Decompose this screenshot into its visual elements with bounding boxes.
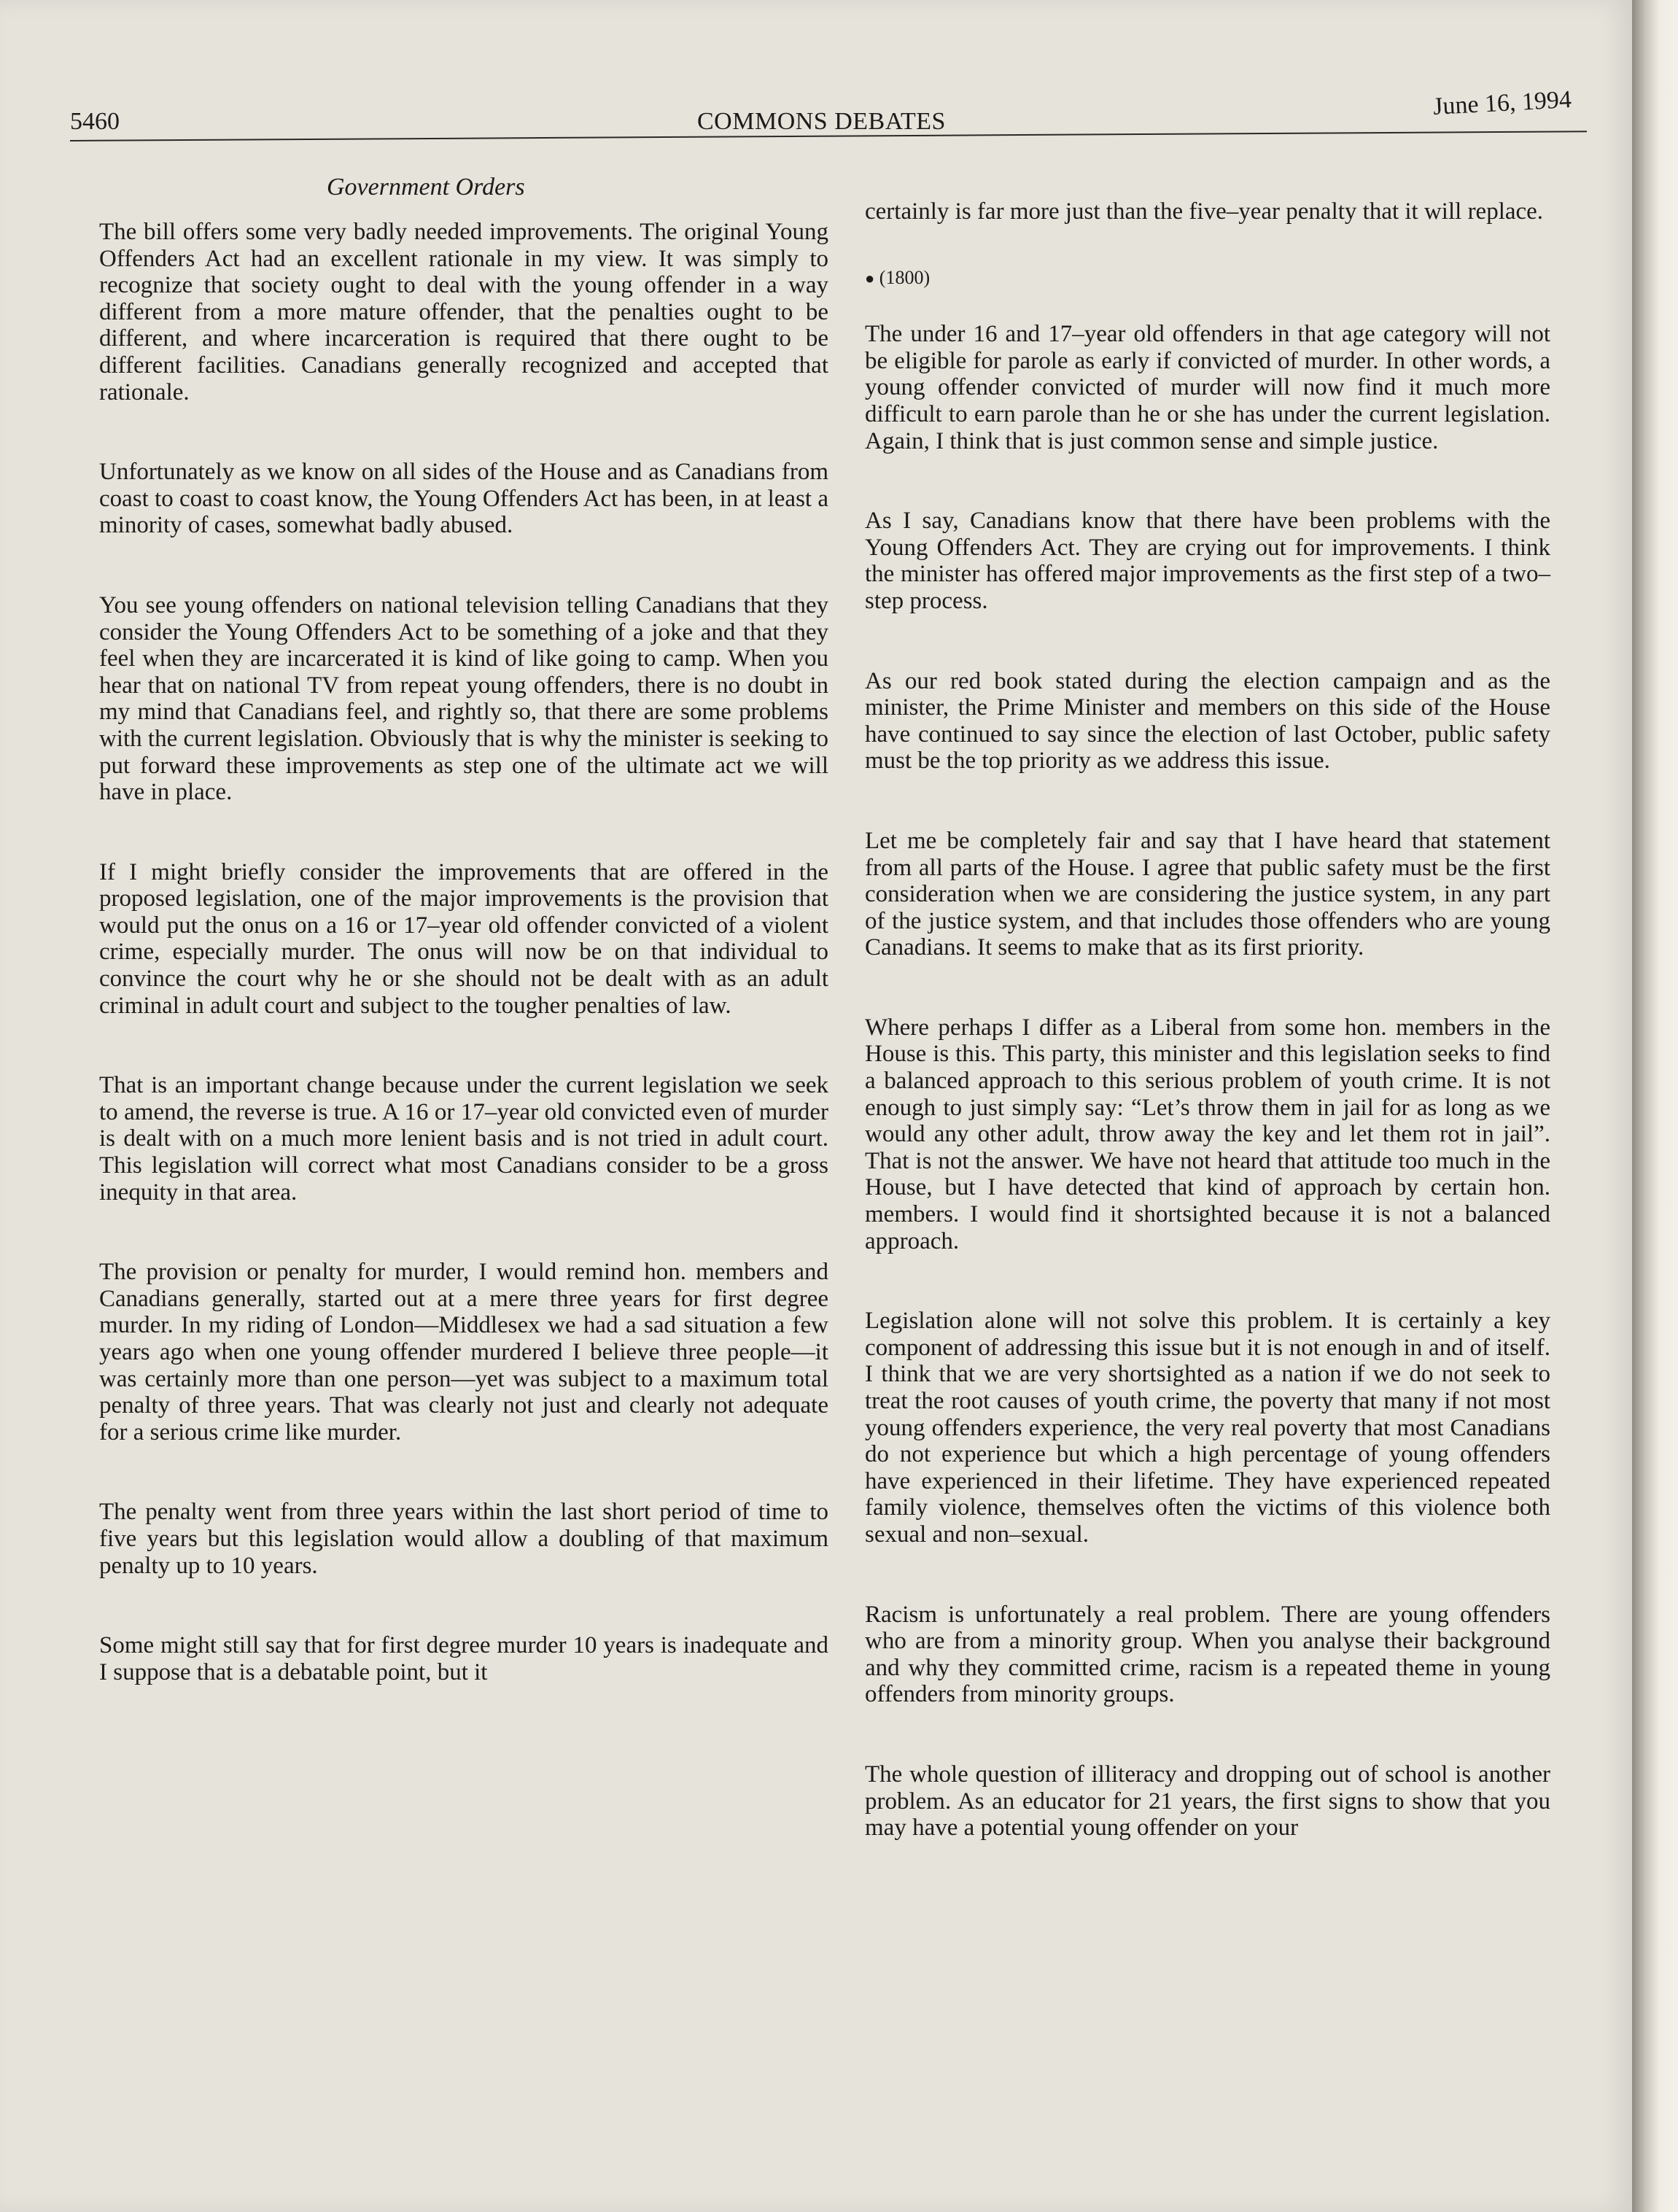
paragraph: You see young offenders on national television telling Canadians that they consider the Young Offenders Act to be something of a joke and that they feel when they are incarcerated it is kind of like going to camp. When you hear that on national TV from repeat young offenders, there is no doubt in my mind that Canadians feel, and rightly so, that there are some problems with the current legislation. Obviously that is why the minister is seeking to put forward these improvements as step one of the ultimate act we will have in place.	[99, 591, 828, 806]
running-title: COMMONS DEBATES	[697, 108, 946, 135]
paragraph: Legislation alone will not solve this problem. It is certainly a key component of addressing this issue but it is not enough in and of itself. I think that we are very shortsighted as a nation if we do not seek to treat the root causes of youth crime, the poverty that many if not most young offenders experience, the very real poverty that most Canadians do not experience but which a high percentage of young offenders have experienced in their lifetime. They have experienced repeated family violence, themselves often the victims of this violence both sexual and non–sexual.	[865, 1308, 1550, 1548]
header-date: June 16, 1994	[1432, 86, 1572, 120]
paragraph: The bill offers some very badly needed improvements. The original Young Offenders Act had an excellent rationale in my view. It was simply to recognize that society ought to deal with the young offender in a way different from a more mature offender, that the penalties ought to be different, and where incarceration is required that there ought to be different facilities. Canadians generally recognized and accepted that rationale.	[99, 219, 828, 405]
paragraph: As I say, Canadians know that there have been problems with the Young Offenders Act. They are crying out for improvements. I think the minister has offered major improvements as the first step of a two–step process.	[865, 508, 1550, 614]
paragraph: That is an important change because under the current legislation we seek to amend, the reverse is true. A 16 or 17–year old convicted even of murder is dealt with on a much more lenient basis and is not tried in adult court. This legislation will correct what most Canadians consider to be a gross inequity in that area.	[99, 1072, 828, 1206]
paragraph: The whole question of illiteracy and dropping out of school is another problem. As an educator for 21 years, the first signs to show that you may have a potential young offender on your	[865, 1761, 1550, 1842]
paragraph: Let me be completely fair and say that I have heard that statement from all parts of the House. I agree that public safety must be the first consideration when we are considering the justice system, in any part of the justice system, and that includes those offenders who are young Canadians. It seems to make that as its first priority.	[865, 827, 1550, 961]
paragraph: Unfortunately as we know on all sides of the House and as Canadians from coast to coast to coast know, the Young Offenders Act has been, in at least a minority of cases, somewhat badly abused.	[99, 459, 828, 539]
paragraph: Some might still say that for first degree murder 10 years is inadequate and I suppose that is a debatable point, but it	[99, 1632, 828, 1685]
right-column	[865, 198, 1550, 1895]
paragraph: Where perhaps I differ as a Liberal from some hon. members in the House is this. This party, this minister and this legislation seeks to find a balanced approach to this serious problem of youth crime. It is not enough to just simply say: “Let’s throw them in jail for as long as we would any other adult, throw away the key and let them rot in jail”. That is not the answer. We have not heard that attitude too much in the House, but I have detected that kind of approach by certain hon. members. I would find it shortsighted because it is not a balanced approach.	[865, 1014, 1550, 1254]
continuation-paragraph: certainly is far more just than the five–year penalty that it will replace.	[865, 198, 1544, 225]
paragraph: Racism is unfortunately a real problem. There are young offenders who are from a minority group. When you analyse their background and why they committed crime, racism is a repeated theme in young offenders from minority groups.	[865, 1601, 1550, 1708]
paragraph: The under 16 and 17–year old offenders in that age category will not be eligible for parole as early if convicted of murder. In other words, a young offender convicted of murder will now find it much more difficult to earn parole than he or she has under the current legislation. Again, I think that is just common sense and simple justice.	[865, 321, 1550, 454]
bullet-icon: ●	[865, 268, 875, 287]
paragraph: The penalty went from three years within the last short period of time to five years but this legislation would allow a doubling of that maximum penalty up to 10 years.	[99, 1499, 828, 1579]
section-title: Government Orders	[327, 174, 525, 201]
time-marker	[865, 265, 1550, 292]
page-number: 5460	[70, 108, 120, 135]
time-marker-text: (1800)	[879, 266, 931, 288]
paragraph: The provision or penalty for murder, I would remind hon. members and Canadians generally, started out at a mere three years for first degree murder. In my riding of London—Middlesex we had a sad situation a few years ago when one young offender murdered I believe three people—it was certainly more than one person—yet was subject to a maximum total penalty of three years. That was clearly not just and clearly not adequate for a serious crime like murder.	[99, 1259, 828, 1445]
page-edge	[1632, 0, 1678, 2212]
paragraph: As our red book stated during the election campaign and as the minister, the Prime Minister and members on this side of the House have continued to say since the election of last October, public safety must be the top priority as we address this issue.	[865, 667, 1550, 775]
paragraph: If I might briefly consider the improvements that are offered in the proposed legislation, one of the major improvements is the provision that would put the onus on a 16 or 17–year old offender convicted of a violent crime, especially murder. The onus will now be on that individual to convince the court why he or she should not be dealt with as an adult criminal in adult court and subject to the tougher penalties of law.	[99, 858, 828, 1019]
left-column	[99, 219, 828, 1739]
